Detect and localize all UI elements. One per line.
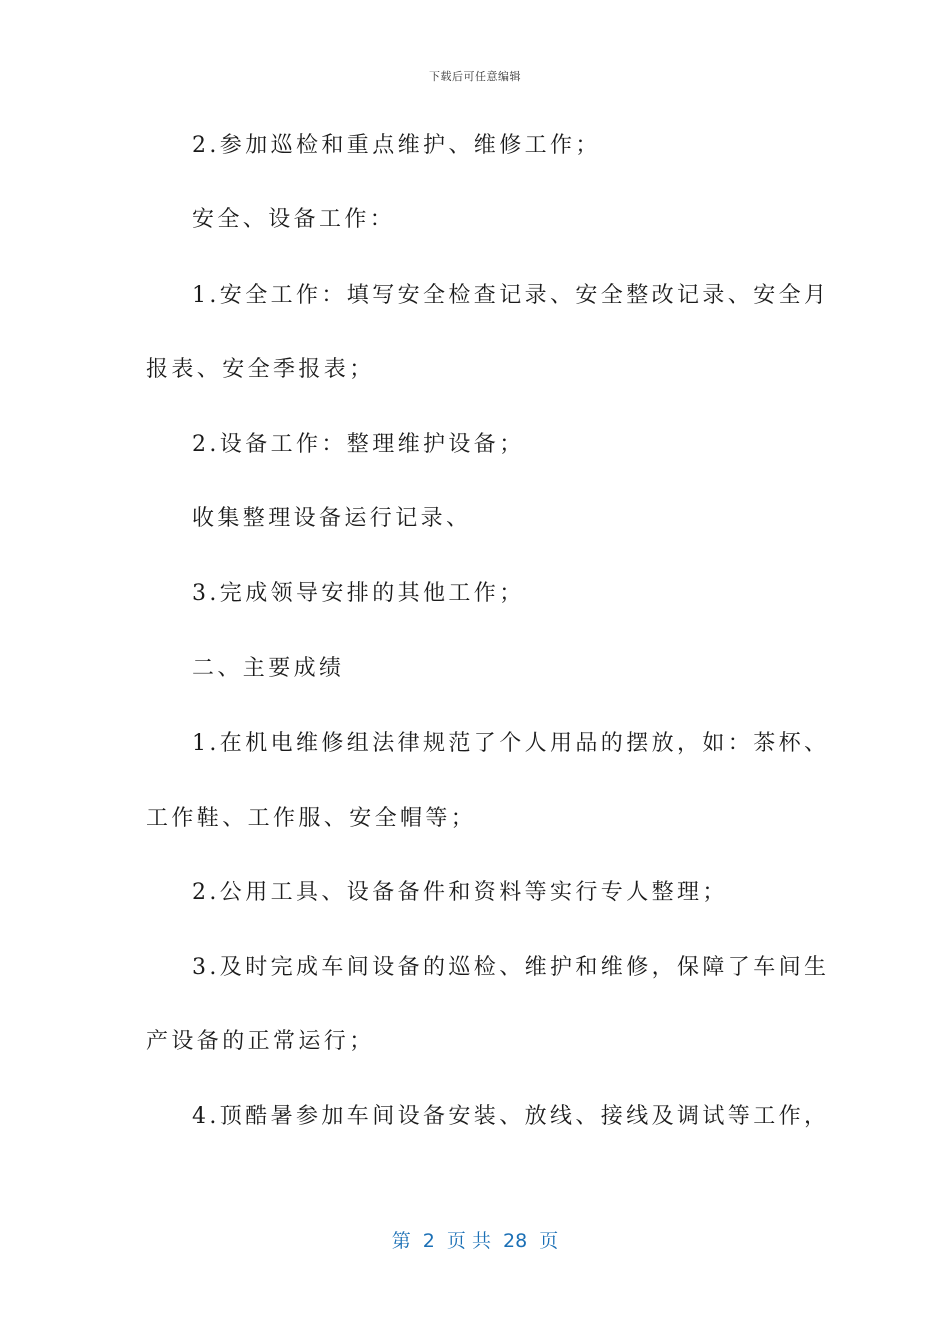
body-line-2: 安全、设备工作：: [192, 207, 396, 232]
page-number: 第 2 页 共 28 页: [391, 1230, 559, 1252]
body-line-10: 工作鞋、工作服、安全帽等；: [146, 806, 477, 831]
body-line-1: 2.参加巡检和重点维护、维修工作；: [192, 133, 601, 158]
body-line-11: 2.公用工具、设备备件和资料等实行专人整理；: [192, 880, 728, 905]
body-line-6: 收集整理设备运行记录、: [192, 506, 472, 531]
body-line-12: 3.及时完成车间设备的巡检、维护和维修，保障了车间生: [192, 955, 830, 980]
section-heading: 二、主要成绩: [192, 656, 345, 681]
body-line-5: 2.设备工作：整理维护设备；: [192, 432, 525, 457]
body-line-7: 3.完成领导安排的其他工作；: [192, 581, 525, 606]
body-line-9: 1.在机电维修组法律规范了个人用品的摆放，如：茶杯、: [192, 731, 830, 756]
body-line-4: 报表、安全季报表；: [146, 357, 375, 382]
body-line-14: 4.顶酷暑参加车间设备安装、放线、接线及调试等工作，: [192, 1104, 830, 1129]
header-note: 下载后可任意编辑: [429, 70, 521, 83]
body-line-13: 产设备的正常运行；: [146, 1029, 375, 1054]
body-line-3: 1.安全工作：填写安全检查记录、安全整改记录、安全月: [192, 283, 830, 308]
